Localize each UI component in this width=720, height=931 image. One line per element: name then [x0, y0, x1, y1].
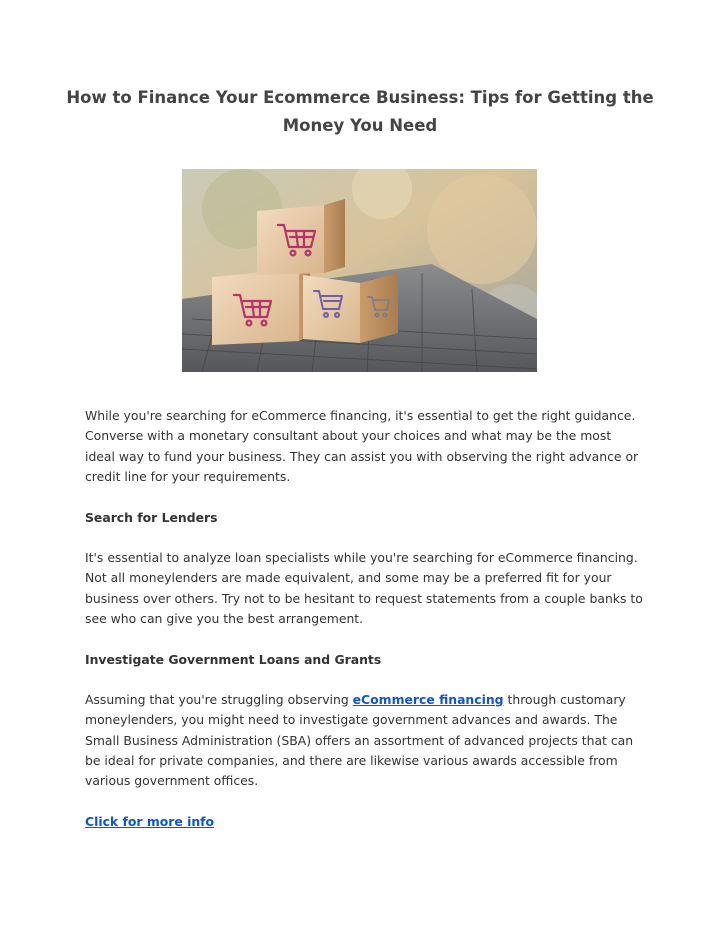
ecommerce-financing-link[interactable]: eCommerce financing — [352, 692, 504, 707]
government-text-after: through customary moneylenders, you might need to investigate government advances and awards. The Small Business Administration (SBA) offers an assortment of advanced projects that can be ideal for private companies, and there are likewise various awards accessible from various government offices. — [85, 692, 634, 789]
section-heading-lenders: Search for Lenders — [85, 510, 218, 525]
government-text-before: Assuming that you're struggling observing — [85, 692, 353, 707]
hero-image — [182, 169, 537, 372]
page-title: How to Finance Your Ecommerce Business: Tips for Getting the Money You Need — [66, 88, 654, 135]
lenders-paragraph: It's essential to analyze loan specialists while you're searching for eCommerce financing. Not all moneylenders are made equivalent, and some may be a preferred fit for your business over others. Try not to be hesitant to request statements from a couple banks to see who can give you the best arrangement. — [85, 550, 643, 626]
click-for-more-info-link[interactable]: Click for more info — [85, 814, 215, 829]
more-info-line — [85, 812, 645, 832]
intro-paragraph: While you're searching for eCommerce financing, it's essential to get the right guidance. Converse with a monetary consultant about your choices and what may be the most ideal way to fund your business. They can assist you with observing the right advance or credit line for your requirements. — [85, 408, 639, 484]
government-paragraph — [85, 690, 645, 791]
section-heading-government: Investigate Government Loans and Grants — [85, 652, 382, 667]
